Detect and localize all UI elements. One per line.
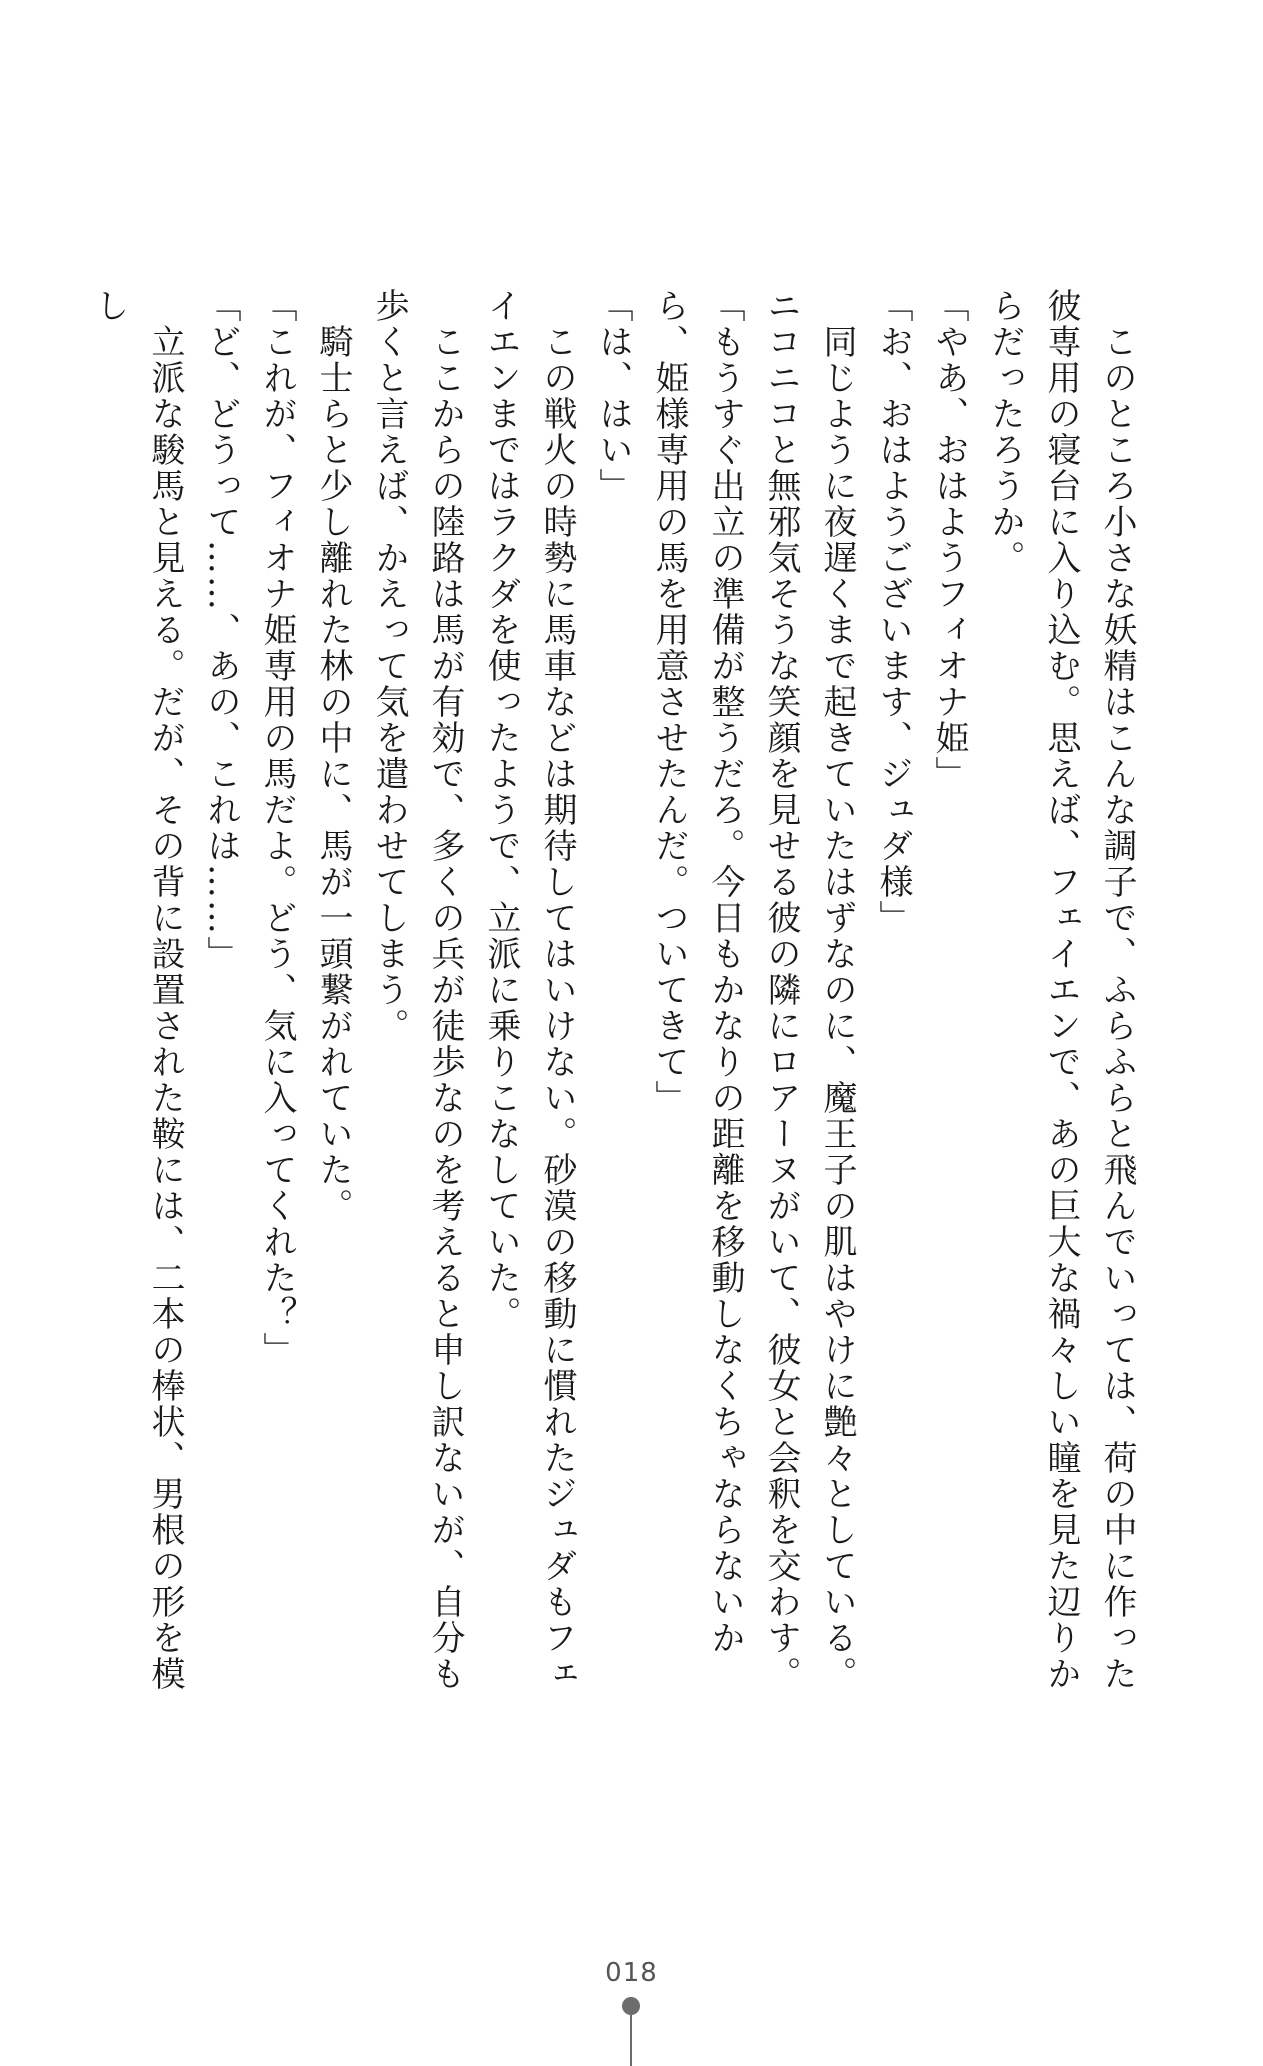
text-line: 騎士らと少し離れた林の中に、馬が一頭繋がれていた。: [313, 288, 353, 1224]
text-line: 立派な駿馬と見える。だが、その背に設置された鞍には、二本の棒状、男根の形を模し: [89, 288, 185, 1692]
text-line: 「ど、どうって……、あの、これは……」: [201, 288, 241, 972]
vertical-text-body: [81, 288, 1145, 1708]
page-marker-line: [630, 2014, 632, 2066]
text-line: このところ小さな妖精はこんな調子で、ふらふらと飛んでいっては、荷の中に作った彼専用の寝台に入り込む。思えば、フェイエンで、あの巨大な禍々しい瞳を見た辺りからだったろうか。: [985, 288, 1137, 1692]
text-line: 「これが、フィオナ姫専用の馬だよ。どう、気に入ってくれた？」: [257, 288, 297, 1368]
text-line: 「やあ、おはようフィオナ姫」: [929, 288, 969, 792]
page-number: 018: [605, 1958, 658, 1988]
text-line: 「お、おはようございます、ジュダ様」: [873, 288, 913, 936]
page-marker-dot-icon: [622, 1997, 640, 2015]
text-line: 同じように夜遅くまで起きていたはずなのに、魔王子の肌はやけに艶々としている。ニコニコと無邪気そうな笑顔を見せる彼の隣にロアーヌがいて、彼女と会釈を交わす。: [761, 288, 857, 1692]
text-line: 「もうすぐ出立の準備が整うだろ。今日もかなりの距離を移動しなくちゃならないから、姫様専用の馬を用意させたんだ。ついてきて」: [649, 288, 745, 1656]
text-line: この戦火の時勢に馬車などは期待してはいけない。砂漠の移動に慣れたジュダもフェイエンまではラクダを使ったようで、立派に乗りこなしていた。: [481, 288, 577, 1692]
text-line: 「は、はい」: [593, 288, 633, 504]
text-line: ここからの陸路は馬が有効で、多くの兵が徒歩なのを考えると申し訳ないが、自分も歩くと言えば、かえって気を遣わせてしまう。: [369, 288, 465, 1692]
